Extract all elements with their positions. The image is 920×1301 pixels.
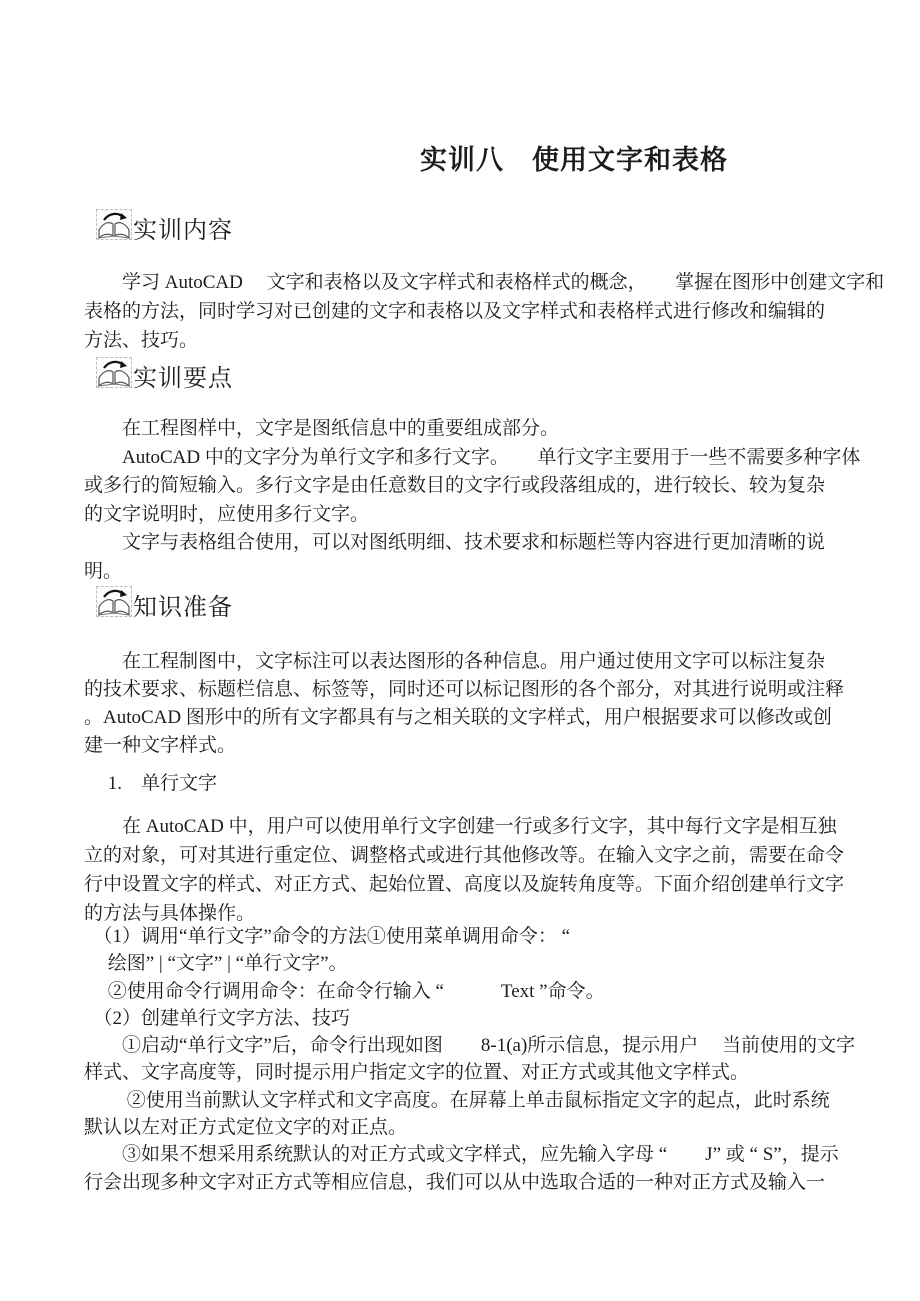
text-line: 立的对象，可对其进行重定位、调整格式或进行其他修改等。在输入文字之前，需要在命令: [84, 845, 845, 866]
open-book-icon: [96, 586, 132, 617]
section-label: 知识准备: [133, 595, 233, 621]
paragraph-training-keypoints: [84, 415, 860, 587]
text-line: ②使用当前默认文字样式和文字高度。在屏幕上单击鼠标指定文字的起点，此时系统: [84, 1089, 830, 1111]
paragraph-single-line-steps: [84, 923, 855, 1196]
open-book-icon: [96, 209, 132, 240]
text-line: 文字与表格组合使用，可以对图纸明细、技术要求和标题栏等内容进行更加清晰的说: [84, 532, 826, 554]
section-header-knowledge-preparation: [96, 586, 233, 621]
text-line: 方法、技巧。: [84, 330, 199, 351]
text-line: 。AutoCAD 图形中的所有文字都具有与之相关联的文字样式，用户根据要求可以修改或创: [84, 707, 832, 728]
section-label: 实训内容: [133, 218, 233, 244]
page-title: 实训八 使用文字和表格: [420, 145, 728, 175]
text-line: 的技术要求、标题栏信息、标签等，同时还可以标记图形的各个部分，对其进行说明或注释: [84, 679, 845, 700]
text-line: （1）调用“单行文字”命令的方法①使用菜单调用命令： “: [84, 926, 571, 947]
text-line: 建一种文字样式。: [84, 735, 237, 756]
text-line: 在工程图样中，文字是图纸信息中的重要组成部分。: [84, 418, 560, 439]
paragraph-single-line-text: [84, 812, 844, 928]
text-line: ③如果不想采用系统默认的对正方式或文字样式，应先输入字母 “ J” 或 “ S”，提示: [84, 1144, 839, 1166]
text-line: 的文字说明时，应使用多行文字。: [84, 503, 370, 525]
paragraph-training-content: [84, 268, 884, 355]
text-line: 在工程制图中，文字标注可以表达图形的各种信息。用户通过使用文字可以标注复杂: [84, 651, 826, 672]
text-line: 行中设置文字的样式、对正方式、起始位置、高度以及旋转角度等。下面介绍创建单行文字: [84, 874, 845, 895]
section-header-training-keypoints: [96, 357, 233, 392]
text-line: 行会出现多种文字对正方式等相应信息，我们可以从中选取合适的一种对正方式及输入一: [84, 1171, 826, 1193]
section-header-training-content: [96, 209, 233, 244]
text-line: ②使用命令行调用命令：在命令行输入 “ Text ”命令。: [84, 980, 605, 1002]
subsection-heading-single-line-text: 1. 单行文字: [84, 773, 218, 794]
text-line: 默认以左对正方式定位文字的对正点。: [84, 1117, 408, 1139]
text-line: 表格的方法，同时学习对已创建的文字和表格以及文字样式和表格样式进行修改和编辑的: [84, 301, 826, 322]
section-label: 实训要点: [133, 366, 233, 392]
text-line: 的方法与具体操作。: [84, 903, 256, 924]
text-line: 样式、文字高度等，同时提示用户指定文字的位置、对正方式或其他文字样式。: [84, 1062, 750, 1084]
text-line: AutoCAD 中的文字分为单行文字和多行文字。 单行文字主要用于一些不需要多种字体: [84, 446, 861, 468]
text-line: （2）创建单行文字方法、技巧: [84, 1007, 351, 1029]
open-book-icon: [96, 357, 132, 388]
text-line: 学习 AutoCAD 文字和表格以及文字样式和表格样式的概念， 掌握在图形中创建文字和: [84, 272, 885, 293]
paragraph-knowledge-preparation: [84, 648, 844, 760]
text-line: 或多行的简短输入。多行文字是由任意数目的文字行或段落组成的，进行较长、较为复杂: [84, 475, 826, 497]
text-line: 在 AutoCAD 中，用户可以使用单行文字创建一行或多行文字，其中每行文字是相互独: [84, 816, 837, 837]
text-line: 明。: [84, 560, 123, 582]
text-line: ①启动“单行文字”后，命令行出现如图 8-1(a)所示信息，提示用户 当前使用的文字: [84, 1035, 856, 1057]
text-line: 绘图” | “文字” | “单行文字”。: [84, 953, 348, 975]
